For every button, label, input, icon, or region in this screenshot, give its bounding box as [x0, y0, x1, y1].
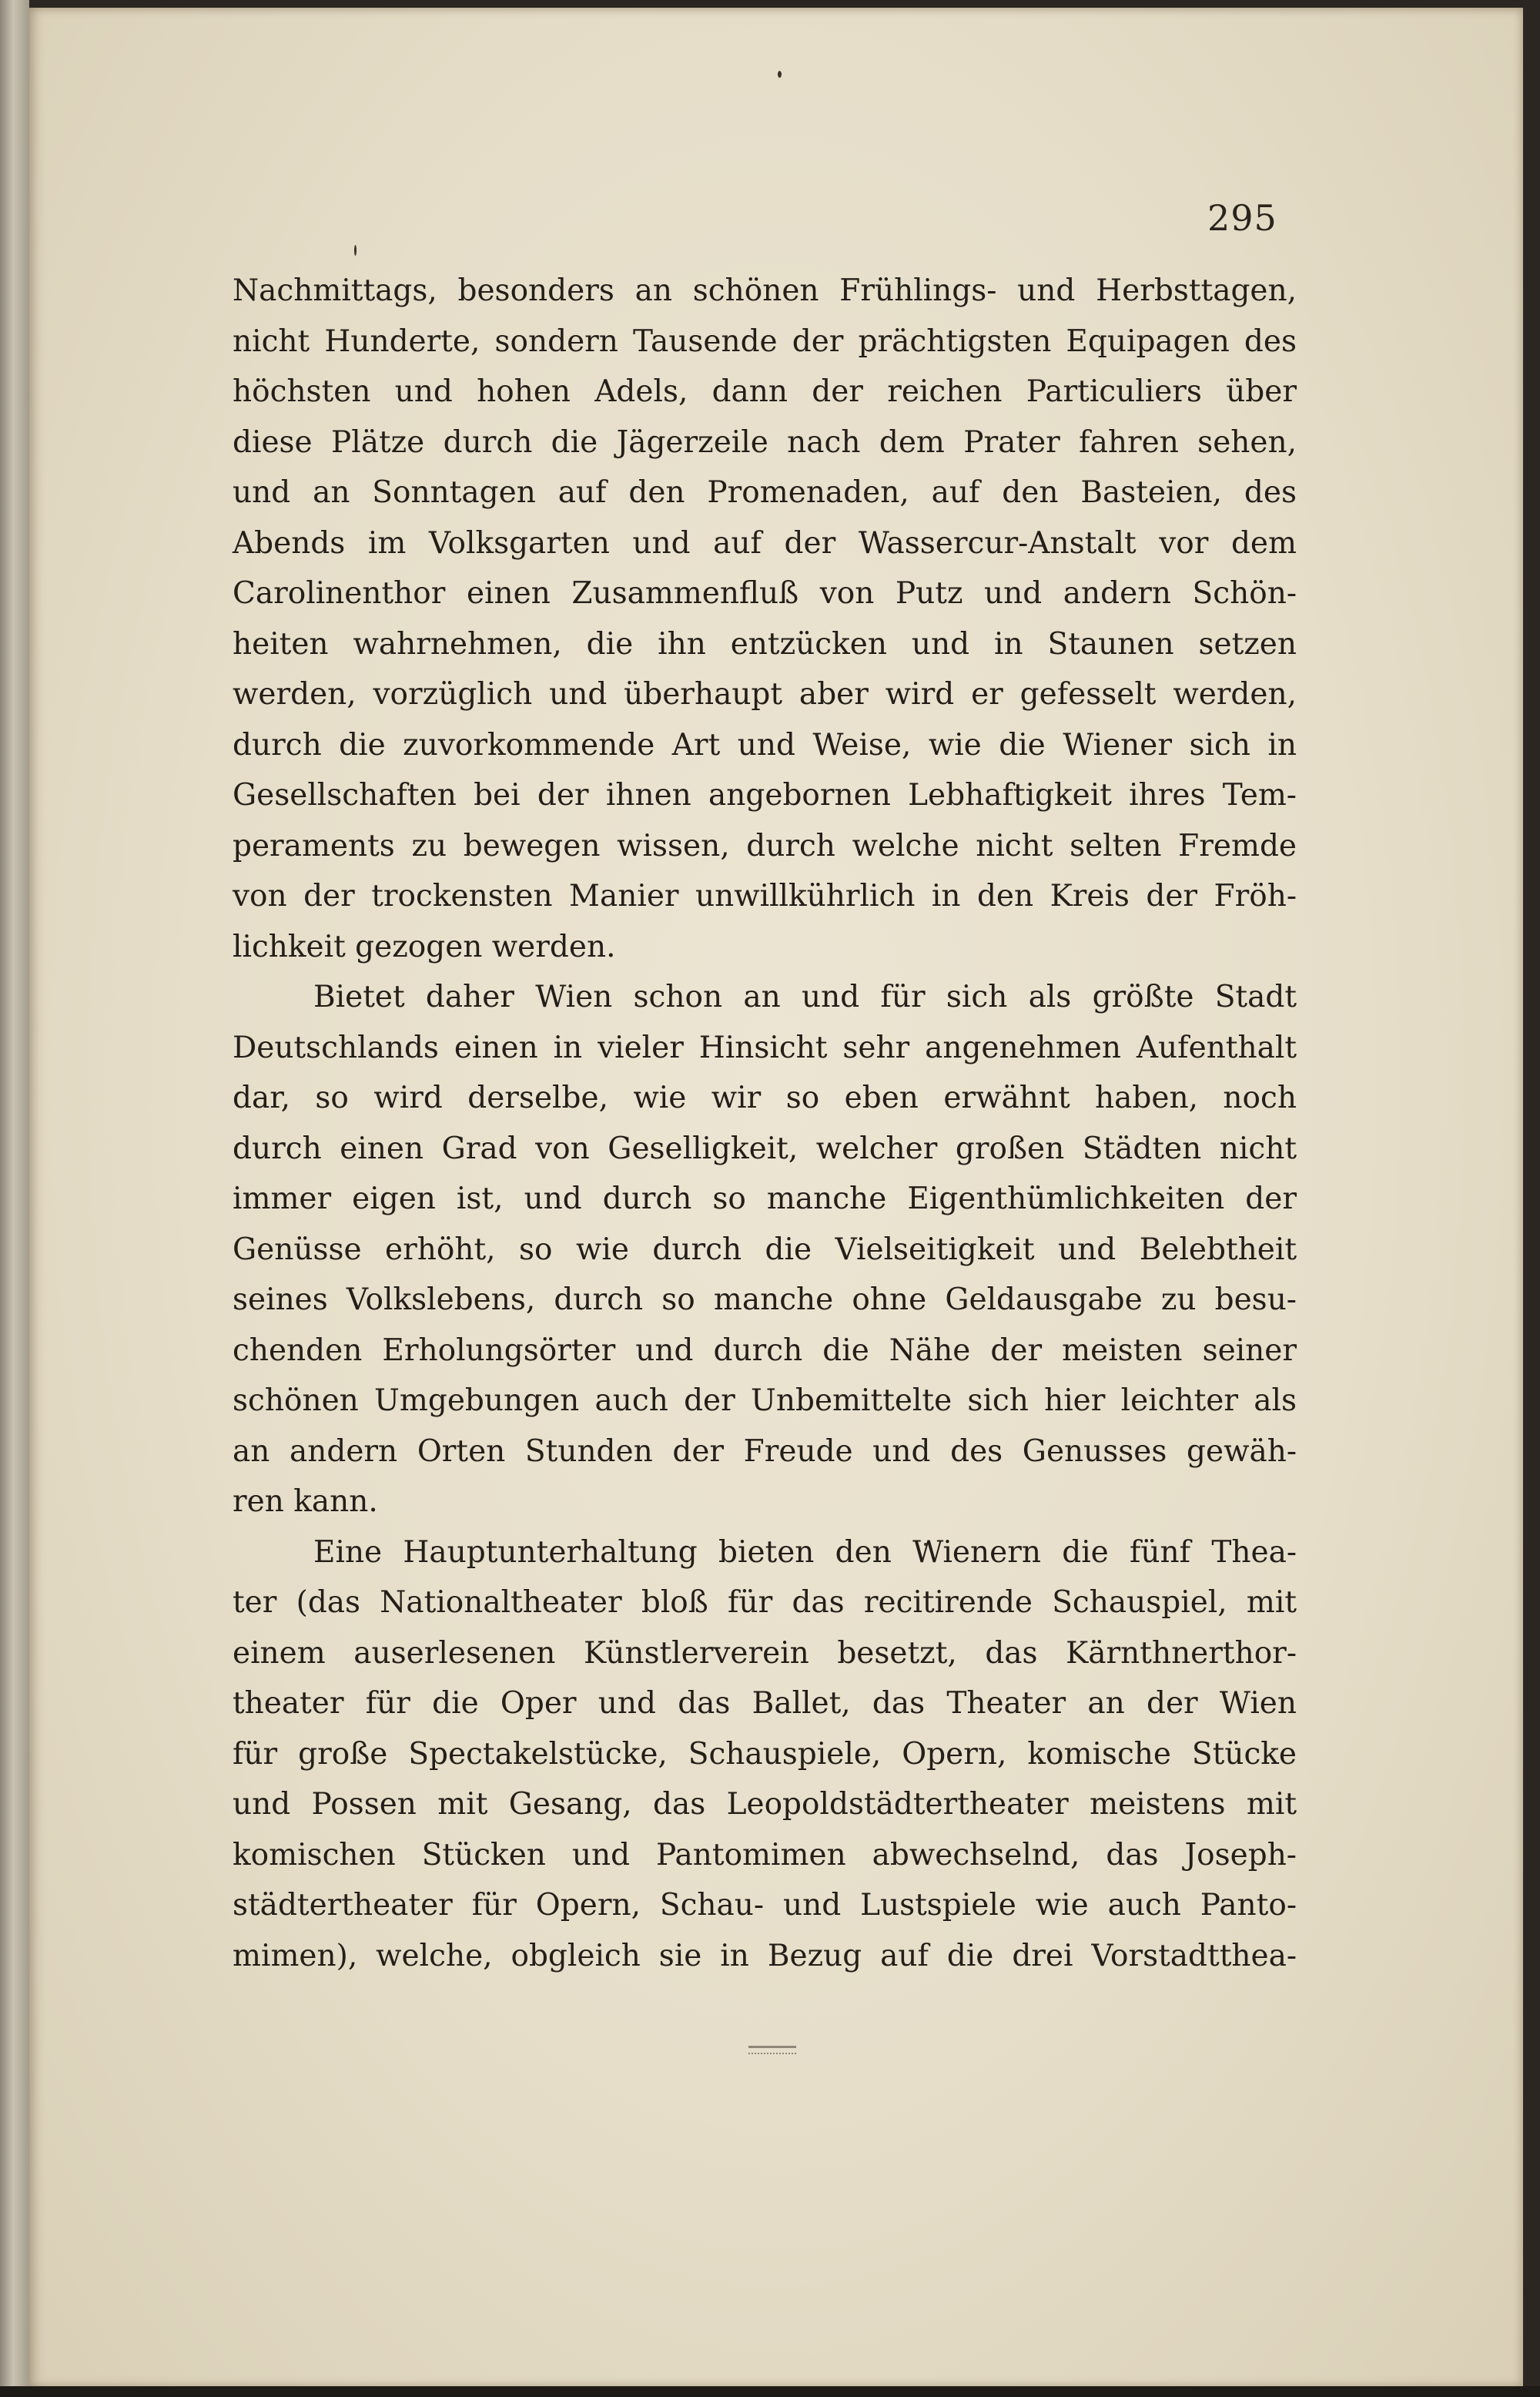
paragraph-start-line: Bietet daher Wien schon an und für sich als größte Stadt — [313, 980, 1297, 1014]
text-line: Gesellschaften bei der ihnen angebornen Lebhaftigkeit ihres Tem- — [233, 778, 1297, 813]
text-line: peraments zu bewegen wissen, durch welche nicht selten Fremde — [233, 828, 1297, 863]
text-line: durch einen Grad von Geselligkeit, welcher großen Städten nicht — [233, 1131, 1297, 1166]
text-line: höchsten und hohen Adels, dann der reichen Particuliers über — [233, 374, 1297, 409]
page-edge — [0, 0, 29, 2397]
paper-speck — [354, 245, 357, 256]
paragraph-end-line: ren kann. — [233, 1484, 378, 1519]
text-line: für große Spectakelstücke, Schauspiele, Opern, komische Stücke — [233, 1736, 1297, 1772]
text-line: Carolinenthor einen Zusammenfluß von Putz und andern Schön- — [233, 576, 1297, 611]
text-line: einem auserlesenen Künstlerverein besetzt, das Kärnthnerthor- — [233, 1635, 1297, 1671]
text-line: schönen Umgebungen auch der Unbemittelte sich hier leichter als — [233, 1383, 1297, 1418]
text-line: Deutschlands einen in vieler Hinsicht sehr angenehmen Aufenthalt — [233, 1030, 1297, 1065]
text-line: theater für die Oper und das Ballet, das Theater an der Wien — [233, 1686, 1297, 1721]
page-number: 295 — [1207, 197, 1277, 239]
text-line: von der trockensten Manier unwillkührlich in den Kreis der Fröh- — [233, 879, 1297, 914]
text-line: heiten wahrnehmen, die ihn entzücken und in Staunen setzen — [233, 626, 1297, 662]
scan-border — [0, 2386, 1540, 2397]
text-line: städtertheater für Opern, Schau- und Lustspiele wie auch Panto- — [233, 1888, 1297, 1923]
text-line: immer eigen ist, und durch so manche Eigenthümlichkeiten der — [233, 1182, 1297, 1216]
text-line: werden, vorzüglich und überhaupt aber wird er gefesselt werden, — [233, 677, 1297, 712]
text-line: Nachmittags, besonders an schönen Frühlings- und Herbsttagen, — [233, 273, 1297, 308]
paragraph-end-line: lichkeit gezogen werden. — [233, 929, 616, 964]
text-line: und an Sonntagen auf den Promenaden, auf den Basteien, des — [233, 475, 1297, 510]
text-line: und Possen mit Gesang, das Leopoldstädtertheater meistens mit — [233, 1787, 1297, 1822]
paper-speck — [778, 71, 782, 78]
printer-ornament — [748, 2046, 796, 2054]
text-line: diese Plätze durch die Jägerzeile nach dem Prater fahren sehen, — [233, 424, 1297, 460]
text-line: komischen Stücken und Pantomimen abwechselnd, das Joseph- — [233, 1837, 1297, 1872]
text-line: nicht Hunderte, sondern Tausende der prächtigsten Equipagen des — [233, 324, 1297, 359]
paragraph-start-line: Eine Hauptunterhaltung bieten den Wienern die fünf Thea- — [313, 1534, 1297, 1570]
text-line: ter (das Nationaltheater bloß für das recitirende Schauspiel, mit — [233, 1585, 1297, 1620]
text-line: durch die zuvorkommende Art und Weise, wie die Wiener sich in — [233, 727, 1297, 763]
text-line: Abends im Volksgarten und auf der Wassercur-Anstalt vor dem — [233, 525, 1297, 561]
text-line: dar, so wird derselbe, wie wir so eben erwähnt haben, noch — [233, 1081, 1297, 1115]
text-line: mimen), welche, obgleich sie in Bezug auf die drei Vorstadtthea- — [233, 1938, 1297, 1973]
text-line: Genüsse erhöht, so wie durch die Vielseitigkeit und Belebtheit — [233, 1232, 1297, 1267]
text-line: chenden Erholungsörter und durch die Nähe der meisten seiner — [233, 1333, 1297, 1368]
text-line: an andern Orten Stunden der Freude und des Genusses gewäh- — [233, 1433, 1297, 1469]
body-text — [233, 266, 1297, 1981]
text-line: seines Volkslebens, durch so manche ohne Geldausgabe zu besu- — [233, 1282, 1297, 1317]
